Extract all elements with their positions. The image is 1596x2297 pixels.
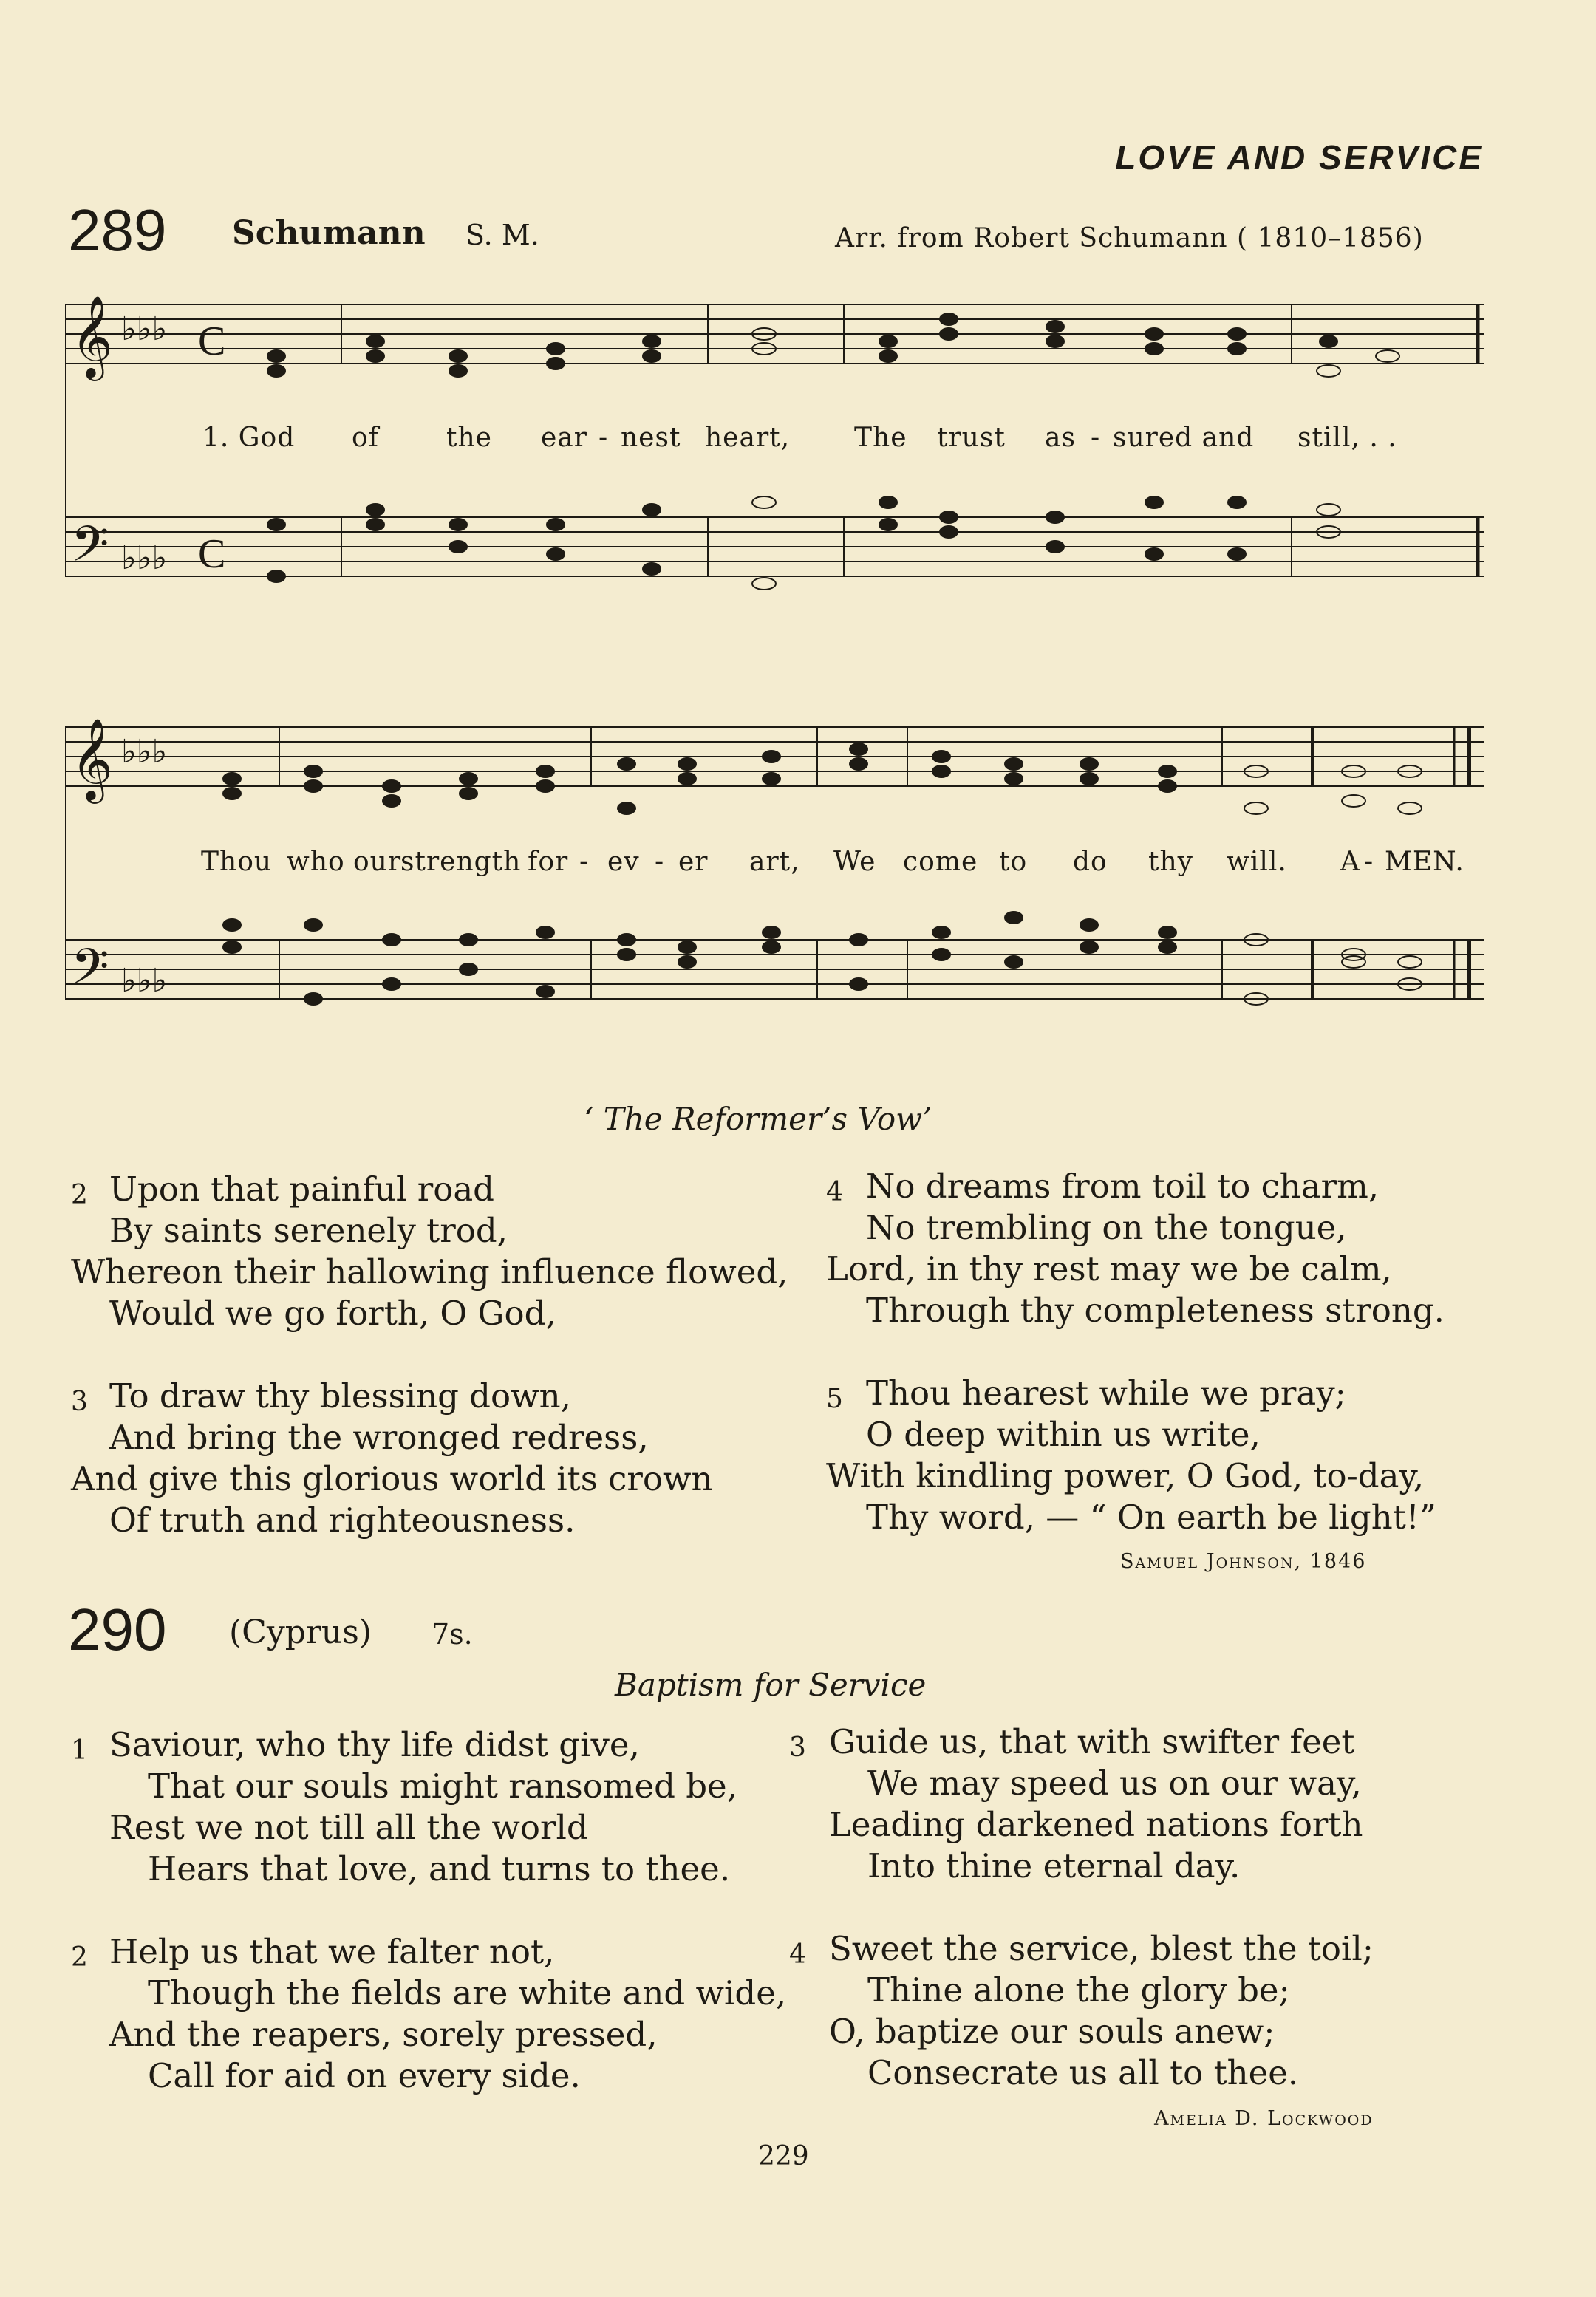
- lyric-syllable: to: [999, 847, 1028, 877]
- stanza-line: And the reapers, sorely pressed,: [109, 2015, 658, 2054]
- stanza-line: To draw thy blessing down,: [109, 1376, 571, 1416]
- stanza-line: Saviour, who thy life didst give,: [109, 1725, 640, 1764]
- stanza-290-3: [789, 1721, 1363, 1887]
- stanza-number: 1: [71, 1735, 88, 1766]
- lyric-syllable: as: [1045, 423, 1076, 453]
- lyric-syllable: do: [1073, 847, 1108, 877]
- stanza-line: Call for aid on every side.: [148, 2056, 581, 2095]
- hymn-number-289: 289: [68, 197, 167, 263]
- stanza-number: 5: [826, 1384, 843, 1414]
- stanza-line: Though the fields are white and wide,: [148, 1973, 787, 2013]
- meter-290: 7s.: [432, 1618, 473, 1651]
- stanza-line: Upon that painful road: [109, 1170, 494, 1209]
- lyric-syllable: -: [1091, 423, 1101, 453]
- section-heading: LOVE AND SERVICE: [1115, 138, 1484, 177]
- stanza-290-4: [789, 1928, 1374, 2094]
- tune-name-289: Schumann: [232, 214, 426, 252]
- stanza-line: And give this glorious world its crown: [71, 1459, 713, 1498]
- stanza-number: 3: [71, 1387, 88, 1417]
- svg-text:𝄢: 𝄢: [71, 516, 109, 584]
- stanza-290-1: [71, 1724, 737, 1890]
- lyric-syllable: -: [655, 847, 665, 877]
- stanza-line: Through thy completeness strong.: [866, 1291, 1445, 1330]
- lyric-syllable: still, . .: [1297, 423, 1397, 453]
- stanza-line: Consecrate us all to thee.: [867, 2053, 1299, 2092]
- tune-name-290: (Cyprus): [229, 1614, 372, 1651]
- hymn-289-title: ‘ The Reformer’s Vow’: [584, 1101, 932, 1137]
- stanza-line: With kindling power, O God, to-day,: [826, 1456, 1425, 1495]
- stanza-line: Sweet the service, blest the toil;: [829, 1929, 1374, 1968]
- stanza-290-2: [71, 1931, 786, 2097]
- lyric-syllable: er: [678, 847, 709, 877]
- svg-text:𝄞: 𝄞: [71, 717, 113, 800]
- lyric-syllable: art,: [749, 847, 800, 877]
- svg-text:♭♭♭: ♭♭♭: [121, 310, 168, 348]
- lyric-syllable: -: [598, 423, 609, 453]
- lyric-syllable: 1. God: [202, 423, 296, 453]
- stanza-289-2: [71, 1169, 788, 1334]
- svg-text:C: C: [198, 531, 226, 577]
- stanza-line: Leading darkened nations forth: [829, 1805, 1363, 1844]
- lyrics-line-1: [0, 423, 1596, 460]
- stanza-line: And bring the wronged redress,: [109, 1418, 649, 1457]
- svg-text:𝄞: 𝄞: [71, 295, 113, 378]
- stanza-number: 3: [789, 1733, 806, 1763]
- lyric-syllable: for: [528, 847, 569, 877]
- meter-289: S. M.: [466, 219, 539, 251]
- svg-text:♭♭♭: ♭♭♭: [121, 733, 168, 771]
- author-289: Samuel Johnson, 1846: [1120, 1550, 1367, 1573]
- stanza-line: That our souls might ransomed be,: [148, 1767, 737, 1806]
- stanza-line: Guide us, that with swifter feet: [829, 1722, 1355, 1761]
- lyrics-line-2: [0, 847, 1596, 884]
- lyric-syllable: Thou: [201, 847, 273, 877]
- lyric-syllable: A: [1340, 847, 1360, 877]
- svg-text:C: C: [198, 318, 226, 364]
- lyric-syllable: thy: [1148, 847, 1193, 877]
- stanza-line: Hears that love, and turns to thee.: [148, 1849, 731, 1888]
- arrangement-credit: Arr. from Robert Schumann ( 1810–1856): [835, 223, 1424, 253]
- stanza-289-5: [826, 1373, 1436, 1538]
- lyric-syllable: -: [579, 847, 590, 877]
- lyric-syllable: trust: [937, 423, 1006, 453]
- lyric-syllable: The: [854, 423, 907, 453]
- stanza-number: 4: [789, 1939, 806, 1970]
- stanza-line: Whereon their hallowing influence flowed,: [71, 1252, 788, 1291]
- stanza-number: 4: [826, 1177, 843, 1207]
- svg-text:𝄢: 𝄢: [71, 938, 109, 1007]
- stanza-line: By saints serenely trod,: [109, 1211, 508, 1250]
- stanza-line: Rest we not till all the world: [109, 1808, 588, 1847]
- lyric-syllable: come: [903, 847, 978, 877]
- svg-text:♭♭♭: ♭♭♭: [121, 962, 168, 1000]
- stanza-line: Help us that we falter not,: [109, 1932, 555, 1971]
- stanza-line: O, baptize our souls anew;: [829, 2012, 1275, 2051]
- lyric-syllable: of: [352, 423, 379, 453]
- lyric-syllable: sured and: [1113, 423, 1255, 453]
- stanza-289-4: [826, 1166, 1445, 1331]
- stanza-number: 2: [71, 1180, 88, 1210]
- stanza-line: Into thine eternal day.: [867, 1846, 1241, 1885]
- author-290: Amelia D. Lockwood: [1154, 2107, 1374, 2130]
- lyric-syllable: nest: [621, 423, 681, 453]
- lyric-syllable: MEN.: [1385, 847, 1464, 877]
- lyric-syllable: ev: [607, 847, 640, 877]
- lyric-syllable: who: [287, 847, 345, 877]
- stanza-number: 2: [71, 1942, 88, 1973]
- stanza-289-3: [71, 1376, 712, 1541]
- stanza-line: We may speed us on our way,: [867, 1764, 1362, 1803]
- lyric-syllable: We: [833, 847, 876, 877]
- lyric-syllable: strength: [400, 847, 522, 877]
- hymn-290-title: Baptism for Service: [615, 1667, 927, 1703]
- page-number: 229: [758, 2141, 809, 2171]
- lyric-syllable: the: [446, 423, 492, 453]
- stanza-line: Of truth and righteousness.: [109, 1501, 576, 1540]
- lyric-syllable: our: [353, 847, 402, 877]
- stanza-line: Thou hearest while we pray;: [866, 1373, 1346, 1413]
- lyric-syllable: ear: [541, 423, 587, 453]
- stanza-line: Lord, in thy rest may we be calm,: [826, 1249, 1392, 1289]
- stanza-line: Thy word, — “ On earth be light!”: [866, 1498, 1436, 1537]
- stanza-line: Would we go forth, O God,: [109, 1294, 556, 1333]
- lyric-syllable: will.: [1227, 847, 1287, 877]
- stanza-line: No trembling on the tongue,: [866, 1208, 1347, 1247]
- stanza-line: Thine alone the glory be;: [867, 1970, 1290, 2010]
- lyric-syllable: -: [1364, 847, 1374, 877]
- svg-text:♭♭♭: ♭♭♭: [121, 539, 168, 577]
- stanza-line: O deep within us write,: [866, 1415, 1261, 1454]
- hymn-number-290: 290: [68, 1597, 167, 1662]
- lyric-syllable: heart,: [705, 423, 791, 453]
- stanza-line: No dreams from toil to charm,: [866, 1167, 1380, 1206]
